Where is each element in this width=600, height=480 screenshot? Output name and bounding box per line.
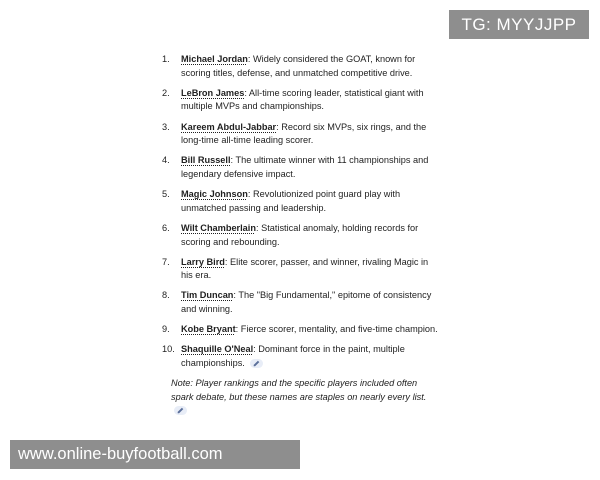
edit-pencil-icon[interactable] <box>174 406 187 415</box>
player-name-link[interactable]: Larry Bird <box>181 256 225 267</box>
list-number: 6. <box>162 222 170 233</box>
list-number: 4. <box>162 155 170 166</box>
note-paragraph <box>162 377 433 418</box>
list-number: 9. <box>162 324 170 335</box>
player-description: : All-time scoring leader, statistical giant with multiple MVPs and championships. <box>181 87 424 112</box>
player-name-link[interactable]: Bill Russell <box>181 155 231 166</box>
list-number: 1. <box>162 54 170 64</box>
list-item <box>162 222 442 249</box>
watermark-url: www.online-buyfootball.com <box>10 440 300 469</box>
player-description: : The "Big Fundamental," epitome of consistency and winning. <box>181 290 432 315</box>
player-description: : Revolutionized point guard play with unmatched passing and leadership. <box>181 189 401 213</box>
note-text: Note: Player rankings and the specific players included often spark debate, but these names are staples on nearly every list. <box>171 378 427 402</box>
list-number: 2. <box>162 87 170 98</box>
player-name-link[interactable]: LeBron James <box>181 87 245 98</box>
player-name-link[interactable]: Michael Jordan <box>181 54 248 64</box>
player-name-link[interactable]: Tim Duncan <box>181 290 234 301</box>
player-description: : The ultimate winner with 11 championships and legendary defensive impact. <box>181 155 429 179</box>
list-item <box>162 343 442 370</box>
list-item <box>162 256 442 283</box>
response-content <box>162 53 442 418</box>
list-item <box>162 154 442 181</box>
player-description: : Statistical anomaly, holding records for scoring and rebounding. <box>181 222 419 247</box>
list-number: 3. <box>162 121 170 132</box>
list-item <box>162 289 442 316</box>
player-name-link[interactable]: Kareem Abdul-Jabbar <box>181 121 277 132</box>
list-number: 7. <box>162 256 170 267</box>
player-name-link[interactable]: Magic Johnson <box>181 189 248 200</box>
list-item <box>162 188 442 215</box>
watermark-tg: TG: MYYJJPP <box>449 10 589 39</box>
player-name-link[interactable]: Kobe Bryant <box>181 324 236 335</box>
list-number: 10. <box>162 344 175 355</box>
player-description: : Fierce scorer, mentality, and five-time champion. <box>235 324 438 335</box>
list-item <box>162 323 442 337</box>
player-description: : Elite scorer, passer, and winner, rivaling Magic in his era. <box>181 256 429 281</box>
player-description: : Dominant force in the paint, multiple championships. <box>181 344 405 369</box>
player-description: : Record six MVPs, six rings, and the long-time all-time leading scorer. <box>181 121 427 146</box>
edit-pencil-icon[interactable] <box>250 359 263 368</box>
player-description: : Widely considered the GOAT, known for scoring titles, defense, and unmatched competitive drive. <box>181 54 416 78</box>
list-number: 8. <box>162 290 170 301</box>
list-number: 5. <box>162 189 170 200</box>
list-item <box>162 121 442 148</box>
list-item <box>162 53 442 80</box>
list-item <box>162 87 442 114</box>
players-list <box>162 53 442 371</box>
player-name-link[interactable]: Wilt Chamberlain <box>181 222 256 233</box>
player-name-link[interactable]: Shaquille O'Neal <box>181 344 254 355</box>
